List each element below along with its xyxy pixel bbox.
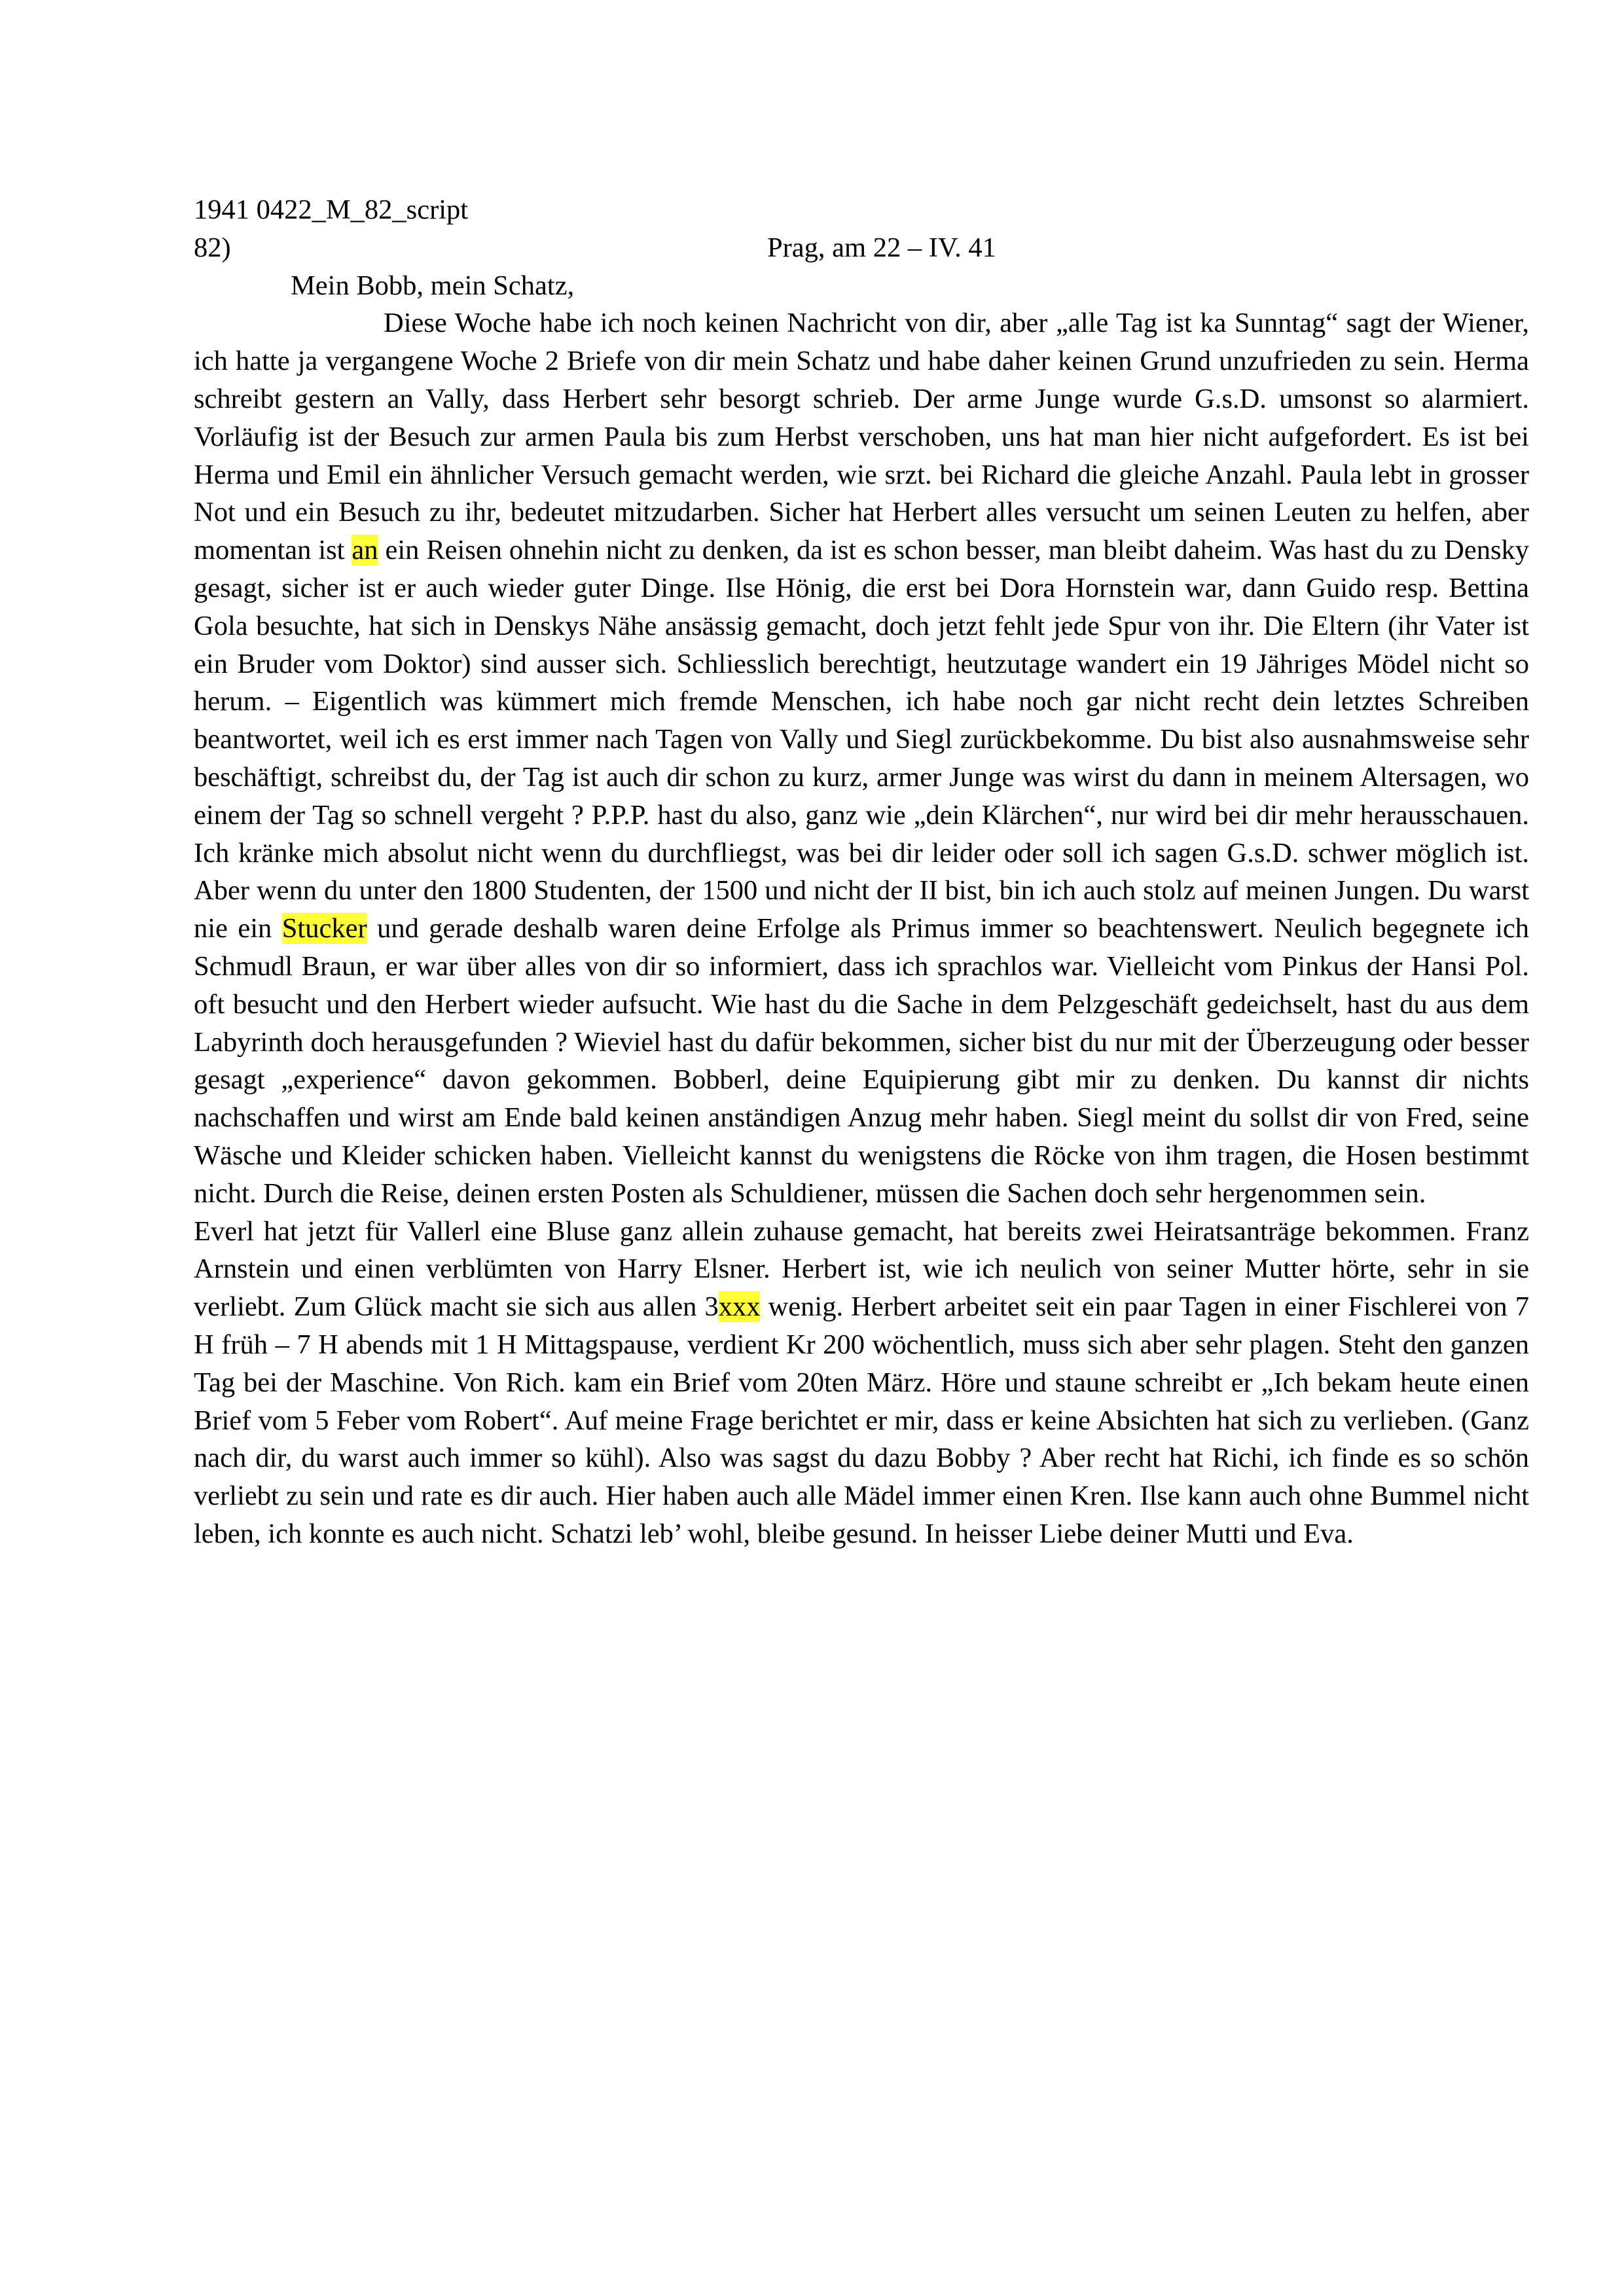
paragraph-2: [194, 1213, 1529, 1553]
paragraph-1-text-a: Diese Woche habe ich noch keinen Nachricht von dir, aber „alle Tag ist ka Sunntag“ sagt der Wiener, ich hatte ja vergangene Woche 2 Briefe von dir mein Schatz und habe daher keinen Grund unzufrieden zu sein. Herma schreibt gestern an Vally, dass Herbert sehr besorgt schrieb. Der arme Junge wurde G.s.D. umsonst so alarmiert. Vorläufig ist der Besuch zur armen Paula bis zum Herbst verschoben, uns hat man hier nicht aufgefordert. Es ist bei Herma und Emil ein ähnlicher Versuch gemacht werden, wie srzt. bei Richard die gleiche Anzahl. Paula lebt in grosser Not und ein Besuch zu ihr, bedeutet mitzudarben. Sicher hat Herbert alles versucht um seinen Leuten zu helfen, aber momentan ist: [194, 308, 1529, 566]
highlight-xxx: xxx: [718, 1291, 761, 1323]
highlight-an: an: [352, 535, 378, 566]
salutation: Mein Bobb, mein Schatz,: [291, 270, 575, 301]
paragraph-1-text-c: und gerade deshalb waren deine Erfolge als Primus immer so beachtenswert. Neulich begegnete ich Schmudl Braun, er war über alles von dir so informiert, dass ich sprachlos war. Vielleicht vom Pinkus der Hansi Pol. oft besucht und den Herbert wieder aufsucht. Wie hast du die Sache in dem Pelzgeschäft gedeichselt, hast du aus dem Labyrinth doch herausgefunden ? Wieviel hast du dafür bekommen, sicher bist du nur mit der Überzeugung oder besser gesagt „experience“ davon gekommen. Bobberl, deine Equipierung gibt mir zu denken. Du kannst dir nichts nachschaffen und wirst am Ende bald keinen anständigen Anzug mehr haben. Siegl meint du sollst dir von Fred, seine Wäsche und Kleider schicken haben. Vielleicht kannst du wenigstens die Röcke von ihm tragen, die Hosen bestimmt nicht. Durch die Reise, deinen ersten Posten als Schuldiener, müssen die Sachen doch sehr hergenommen sein.: [194, 913, 1529, 1209]
paragraph-2-text-a: Everl hat jetzt für Vallerl eine Bluse ganz allein zuhause gemacht, hat bereits zwei Heiratsanträge bekommen. Franz Arnstein und einen verblümten von Harry Elsner. Herbert ist, wie ich neulich von seiner Mutter hörte, sehr in sie verliebt. Zum Glück macht sie sich aus allen 3: [194, 1215, 1529, 1323]
place-date: Prag, am 22 – IV. 41: [767, 232, 996, 263]
letter-body: [194, 191, 1529, 1553]
letter-number: 82): [194, 232, 231, 263]
highlight-stucker: Stucker: [281, 913, 367, 944]
paragraph-2-text-b: wenig. Herbert arbeitet seit ein paar Tagen in einer Fischlerei von 7 H früh – 7 H abends mit 1 H Mittagspause, verdient Kr 200 wöchentlich, muss sich aber sehr plagen. Steht den ganzen Tag bei der Maschine. Von Rich. kam ein Brief vom 20ten März. Höre und staune schreibt er „Ich bekam heute einen Brief vom 5 Feber vom Robert“. Auf meine Frage berichtet er mir, dass er keine Absichten hat sich zu verlieben. (Ganz nach dir, du warst auch immer so kühl). Also was sagst du dazu Bobby ? Aber recht hat Richi, ich finde es so schön verliebt zu sein und rate es dir auch. Hier haben auch alle Mädel immer einen Kren. Ilse kann auch ohne Bummel nicht leben, ich konnte es auch nicht. Schatzi leb’ wohl, bleibe gesund. In heisser Liebe deiner Mutti und Eva.: [194, 1291, 1529, 1549]
number-date-line: [194, 229, 1529, 267]
paragraph-1-text-b: ein Reisen ohnehin nicht zu denken, da ist es schon besser, man bleibt daheim. Was hast du zu Densky gesagt, sicher ist er auch wieder guter Dinge. Ilse Hönig, die erst bei Dora Hornstein war, dann Guido resp. Bettina Gola besuchte, hat sich in Denskys Nähe ansässig gemacht, doch jetzt fehlt jede Spur von ihr. Die Eltern (ihr Vater ist ein Bruder vom Doktor) sind ausser sich. Schliesslich berechtigt, heutzutage wandert ein 19 Jähriges Mödel nicht so herum. – Eigentlich was kümmert mich fremde Menschen, ich habe noch gar nicht recht dein letztes Schreiben beantwortet, weil ich es erst immer nach Tagen von Vally und Siegl zurückbekomme. Du bist also ausnahmsweise sehr beschäftigt, schreibst du, der Tag ist auch dir schon zu kurz, armer Junge was wirst du dann in meinem Altersagen, wo einem der Tag so schnell vergeht ? P.P.P. hast du also, ganz wie „dein Klärchen“, nur wird bei dir mehr herausschauen. Ich kränke mich absolut nicht wenn du durchfliegst, was bei dir leider oder soll ich sagen G.s.D. schwer möglich ist. Aber wenn du unter den 1800 Studenten, der 1500 und nicht der II bist, bin ich auch stolz auf meinen Jungen. Du warst nie ein: [194, 535, 1530, 944]
header-id: 1941 0422_M_82_script: [194, 194, 469, 225]
paragraph-1: [194, 304, 1529, 1212]
